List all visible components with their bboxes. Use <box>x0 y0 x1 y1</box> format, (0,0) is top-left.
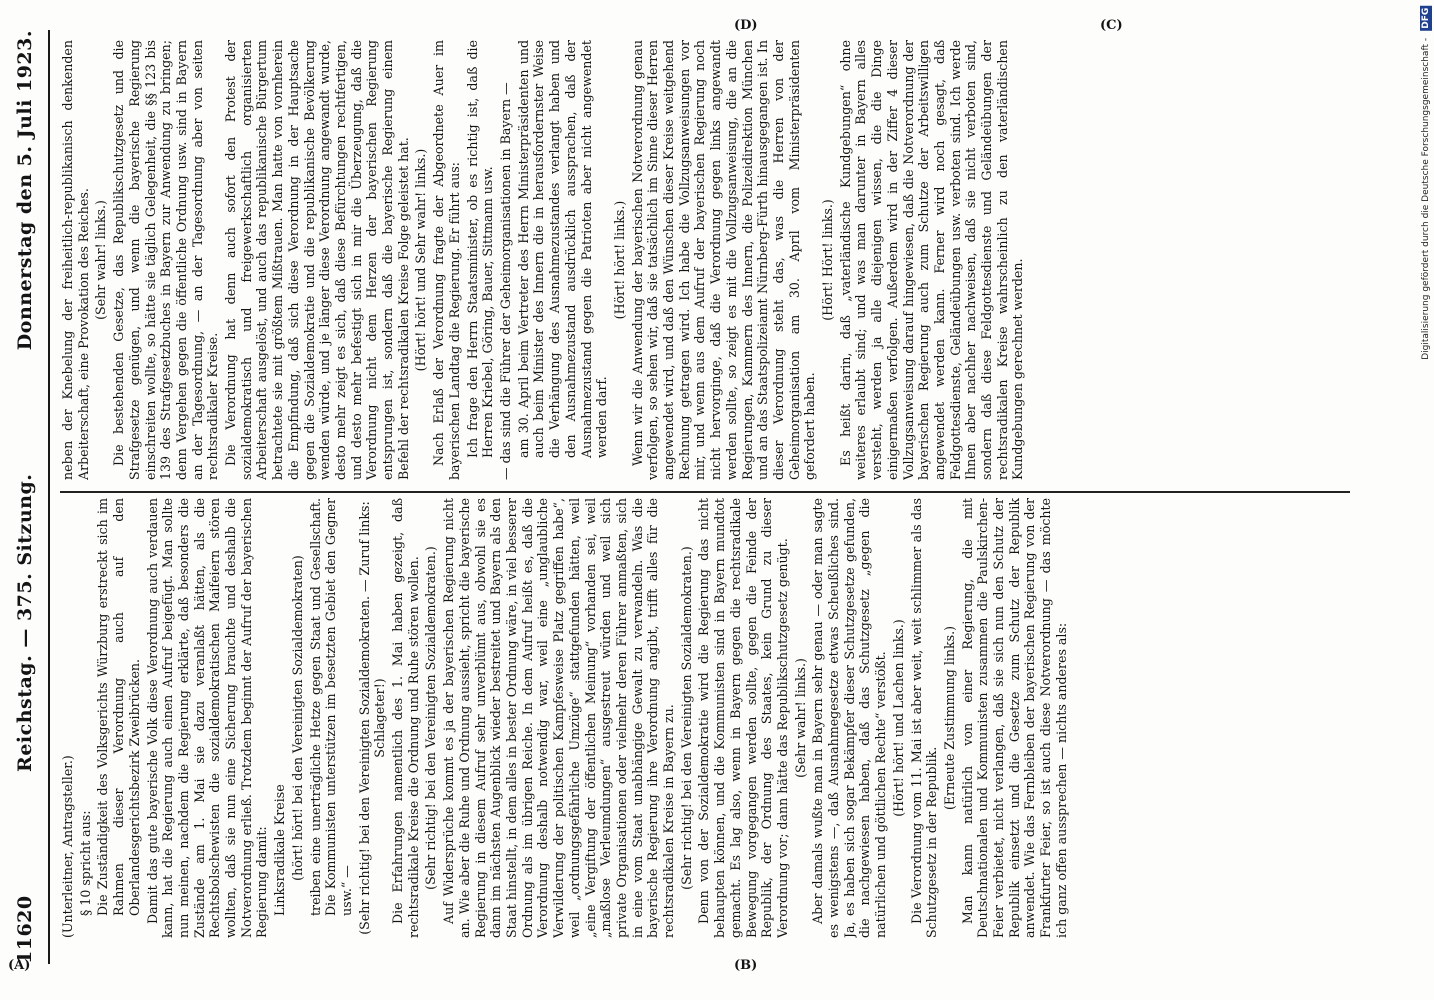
session-date: Donnerstag den 5. Juli 1923. <box>14 30 36 351</box>
right-column-paragraph: Ich frage den Herrn Staatsminister, ob es richtig ist, daß die Herren Kriebel, Göring, Bauer, Sittmann usw. <box>464 40 496 458</box>
right-column-paragraph: Die bestehenden Gesetze, das Republikschutzgesetz und die Strafgesetze genügen, und wenn die bayerische Regierung einschreiten wollte, so hätte sie täglich Gelegenheit, die §§ 123 bis 139 des Strafgesetzbuches in Bayern zur Anwendung zu bringen; denn Vergehen gegen die öffentliche Ordnung usw. sind in Bayern an der Tagesordnung, — an der Tagesordnung aber von seiten rechtsradikaler Kreise. <box>111 40 221 480</box>
left-column-paragraph: Die Verordnung vom 11. Mai ist aber weit, weit schlimmer als das Schutzgesetz in der Republik. <box>908 498 940 938</box>
page-header <box>14 30 40 964</box>
page-number: 11620 <box>14 895 36 964</box>
left-column-paragraph: (Sehr richtig! bei den Vereinigten Sozialdemokraten.) <box>678 546 694 890</box>
margin-marker-b: (B) <box>734 958 758 973</box>
right-column-paragraph: Nach Erlaß der Verordnung fragte der Abgeordnete Auer im bayerischen Landtag die Regierung. Er führt aus: <box>431 40 462 480</box>
margin-marker-a: (A) <box>8 958 31 973</box>
right-column-paragraph: (Sehr wahr! links.) <box>93 200 109 320</box>
left-column-paragraph: (Hört! hört! und Lachen links.) <box>890 619 906 817</box>
column-divider <box>60 491 1350 493</box>
left-column-paragraph: (Sehr wahr! links.) <box>792 658 808 778</box>
left-column-paragraph: Linksradikale Kreise <box>272 784 288 916</box>
left-column-paragraph: Die Erfahrungen namentlich des 1. Mai haben gezeigt, daß rechtsradikale Kreise die Ordnung und Ruhe stören wollen. <box>390 498 421 938</box>
left-column-paragraph: (Sehr richtig! bei den Vereinigten Sozialdemokraten. — Zuruf links: Schlageter!) <box>356 501 388 935</box>
right-column-paragraph: neben der Knebelung der freiheitlich-republikanisch denkenden Arbeiterschaft, eine Provokation des Reiches. <box>60 40 91 480</box>
dfg-logo: DFG <box>1421 8 1431 30</box>
digitization-credit <box>1420 6 1432 360</box>
left-column-paragraph: (Erneute Zustimmung links.) <box>941 625 957 811</box>
left-column-paragraph: (hört! hört! bei den Vereinigten Sozialdemokraten) <box>289 555 305 881</box>
left-column <box>60 498 1350 938</box>
right-column-paragraph: (Hört! hört! links.) <box>611 200 627 320</box>
left-column-paragraph: § 10 spricht aus: <box>77 810 93 916</box>
session-title: Reichstag. — 375. Sitzung. <box>14 473 36 772</box>
left-column-paragraph: (Sehr richtig! bei den Vereinigten Sozialdemokraten.) <box>423 546 439 890</box>
left-column-paragraph: Die Zuständigkeit des Volksgerichts Würzburg erstreckt sich im Rahmen dieser Verordnung auch auf den Oberlandesgerichtsbezirk Zweibrücken. <box>95 498 142 916</box>
right-column <box>60 40 1350 480</box>
right-column-paragraph: Es heißt darin, daß „vaterländische Kundgebungen“ ohne weiteres erlaubt sind; und was man darunter in Bayern alles versteht, werden ja alle diejenigen wissen, die die Dinge einigermaßen verfolgen. Außerdem wird in der Ziffer 4 dieser Vollzugsanweisung darauf hingewiesen, daß die Notverordnung der bayerischen Regierung auch zum Schutze der Arbeitswilligen angewendet werden kann. Ferner wird noch gesagt, daß Feldgottesdienste, Geländeübungen usw. verboten sind. Ich werde Ihnen aber nachher nachweisen, daß sie nicht verboten sind, sondern daß diese Feldgottesdienste und Geländeübungen der rechtsradikalen Kreise wahrscheinlich zu den vaterländischen Kundgebungen gerechnet werden. <box>837 40 1026 480</box>
left-column-paragraph: Damit das gute bayerische Volk diese Verordnung auch verdauen kann, hat die Regierung auch einen Aufruf beigefügt. Man sollte nun meinen, nachdem die Regierung erklärte, daß besonders die Zustände am 1. Mai sie dazu veranlaßt hätten, als die Rechtsbolschewisten die sozialdemokratischen Maifeiern stören wollten, daß sie nun eine Sicherung brauchte und deshalb die Notverordnung erließ. Trotzdem beginnt der Aufruf der bayerischen Regierung damit: <box>144 498 270 938</box>
margin-marker-d: (D) <box>734 18 758 33</box>
right-column-paragraph: (Hört! Hört! links.) <box>820 199 836 321</box>
right-column-paragraph: Wenn wir die Anwendung der bayerischen Notverordnung genau verfolgen, so sehen wir, daß sie tatsächlich im Sinne dieser Herren angewendet wird, und daß den Wünschen dieser Kreise weitgehend Rechnung getragen wird. Ich habe die Vollzugsanweisungen vor mir, und wenn aus dem Aufruf der bayerischen Regierung noch nicht hervorginge, daß die Verordnung gegen links angewandt werden sollte, so zeigt es mit die Vollzugsanweisung, die an die Regierungen, Kammern des Innern, die Polizeidirektion München und an das Staatspolizeiamt Nürnberg-Fürth hinausgegangen ist. In dieser Verordnung steht das, was die Herren von der Geheimorganisation am 30. April vom Ministerpräsidenten gefordert haben. <box>629 40 818 480</box>
credit-text: Digitalisierung gefördert durch die Deutsche Forschungsgemeinschaft - <box>1421 37 1431 360</box>
right-column-paragraph: — das sind die Führer der Geheimorganisationen in Bayern — <box>497 82 513 480</box>
margin-marker-c: (C) <box>1100 18 1123 33</box>
left-column-paragraph: Auf Widersprüche kommt es ja der bayerischen Regierung nicht an. Wie aber die Ruhe und Ordnung aussieht, spricht die bayerische Regierung in diesem Aufruf sehr unverblümt aus, obwohl sie es dann im nächsten Augenblick wieder bestreitet und Bayern als den Staat hinstellt, in dem alles in bester Ordnung wäre, in viel besserer Ordnung als im übrigen Reiche. In dem Aufruf heißt es, daß die Verordnung deshalb notwendig war, weil eine „unglaubliche Verwilderung der politischen Kampfesweise Platz gegriffen habe“, weil „ordnungsgefährliche Umzüge“ stattgefunden hätten, weil „eine Vergiftung der öffentlichen Meinung“ vorhanden sei, weil „maßlose Verleumdungen“ ausgestreut würden und weil sich private Organisationen oder vielmehr deren Führer anmaßten, sich in eine vom Staat unabhängige Gewalt zu verwandeln. Was die bayerische Regierung ihre Verordnung angibt, trifft alles für die rechtsradikalen Kreise in Bayern zu. <box>441 498 677 938</box>
left-column-paragraph: Denn von der Sozialdemokratie wird die Regierung das nicht behaupten können, und die Kommunisten sind in Bayern mundtot gemacht. Es lag also, wenn in Bayern gegen die rechtsradikale Bewegung vorgegangen werden sollte, gegen die Feinde der Republik, der Ordnung des Staates, kein Grund zu dieser Verordnung vor; dann hätte das Republikschutzgesetz genügt. <box>696 498 790 938</box>
right-column-paragraph: Die Verordnung hat denn auch sofort den Protest der sozialdemokratisch und freigewerkschaftlich organisierten Arbeiterschaft ausgelöst, und auch das republikanische Bürgertum betrachtete sie mit größtem Mißtrauen. Man hatte von vornherein die Empfindung, daß sich diese Verordnung in der Hauptsache gegen die Sozialdemokratie und die republikanische Bevölkerung wenden würde, und je länger diese Verordnung angewandt wurde, desto mehr zeigt es sich, daß diese Befürchtungen rechtfertigen, und desto mehr befestigt sich in mir die Überzeugung, daß die Verordnung nicht dem Herzen der bayerischen Regierung entsprungen ist, sondern daß die bayerische Regierung einem Befehl der rechtsradikalen Kreise Folge geleistet hat. <box>223 40 411 480</box>
right-column-paragraph: am 30. April beim Vertreter des Herrn Ministerpräsidenten und auch beim Minister des Innern die in herausfordernster Weise die Verhängung des Ausnahmezustandes verlangt haben und den Ausnahmezustand ausdrücklich aussprachen, daß der Ausnahmezustand gegen die Patrioten aber nicht angewendet werden darf. <box>515 40 610 458</box>
left-column-paragraph: (Unterleitner, Antragsteller.) <box>60 755 75 938</box>
left-column-paragraph: Aber damals wußte man in Bayern sehr genau — oder man sagte es wenigstens —, daß Ausnahmegesetze etwas Scheußliches sind. Ja, es haben sich sogar Bekämpfer dieser Schutzgesetze gefunden, die nachgewiesen haben, daß das Schutzgesetz „gegen die natürlichen und göttlichen Rechte“ verstößt. <box>810 498 889 938</box>
left-column-paragraph: Man kann natürlich von einer Regierung, die mit Deutschnationalen und Kommunisten zusammen die Paulskirchen-Feier verbietet, nicht verlangen, daß sie sich nun den Schutz der Republik einsetzt und die Gesetze zum Schutz der Republik anwendet. Wie das Fernbleiben der bayerischen Regierung von der Frankfurter Feier, so ist auch diese Notverordnung — das möchte ich ganz offen aussprechen — nichts anderes als: <box>959 498 1069 938</box>
header-rule <box>48 30 50 964</box>
right-column-paragraph: (Hört! hört! und Sehr wahr! links.) <box>413 148 429 372</box>
left-column-paragraph: treiben eine unerträgliche Hetze gegen Staat und Gesellschaft. Die Kommunisten unterstützen im besetzten Gebiet den Gegner usw.“ — <box>307 498 354 916</box>
